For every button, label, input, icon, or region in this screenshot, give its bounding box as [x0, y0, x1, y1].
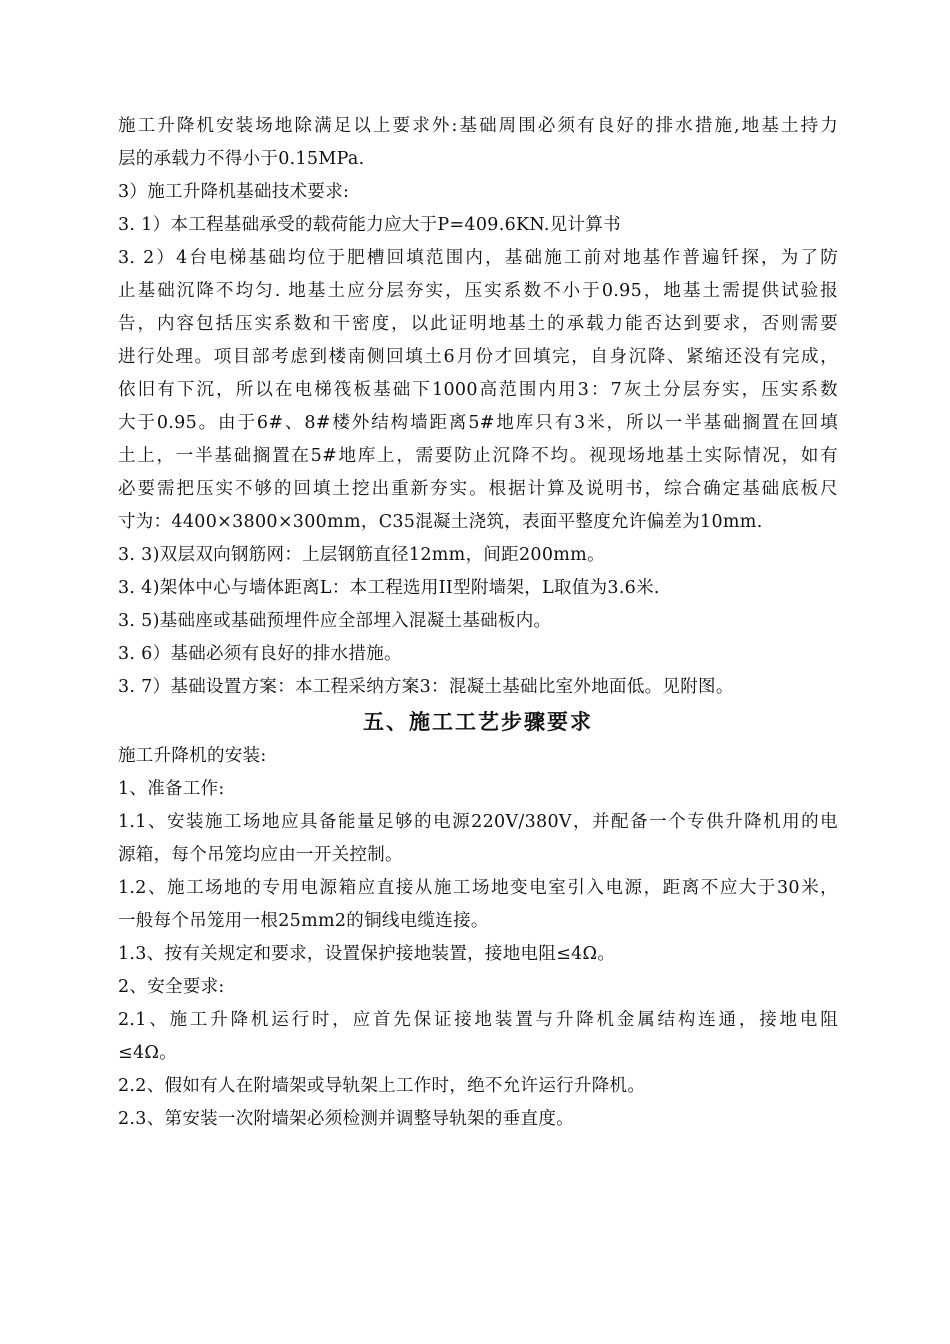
paragraph-line: 依旧有下沉，所以在电梯筏板基础下1000高范围内用3：7灰土分层夯实，压实系数: [118, 380, 838, 400]
paragraph-line: 告，内容包括压实系数和干密度，以此证明地基土的承载力能否达到要求，否则需要: [118, 314, 838, 334]
paragraph-line: 1.2、施工场地的专用电源箱应直接从施工场地变电室引入电源，距离不应大于30米，: [118, 878, 838, 898]
paragraph-line: 一般每个吊笼用一根25mm2的铜线电缆连接。: [118, 911, 489, 931]
paragraph-line: 2.1、施工升降机运行时，应首先保证接地装置与升降机金属结构连通，接地电阻: [118, 1010, 838, 1030]
paragraph-line: 1.1、安装施工场地应具备能量足够的电源220V/380V，并配备一个专供升降机用的电: [118, 812, 838, 832]
paragraph-line: 源箱，每个吊笼均应由一开关控制。: [118, 845, 403, 865]
paragraph-line: 层的承载力不得小于0.15MPa.: [118, 149, 365, 169]
paragraph-line: 3. 1）本工程基础承受的载荷能力应大于P=409.6KN.见计算书: [118, 215, 621, 235]
paragraph-line: 施工升降机的安装:: [118, 746, 267, 766]
paragraph-line: 3. 7）基础设置方案：本工程采纳方案3：混凝土基础比室外地面低。见附图。: [118, 677, 734, 697]
section-heading: 五、施工工艺步骤要求: [363, 710, 593, 734]
paragraph-line: 土上，一半基础搁置在5#地库上，需要防止沉降不均。视现场地基土实际情况，如有: [118, 446, 838, 466]
paragraph-line: 止基础沉降不均匀. 地基土应分层夯实，压实系数不小于0.95，地基土需提供试验报: [118, 281, 838, 301]
paragraph-line: 1、准备工作:: [118, 779, 225, 799]
paragraph-line: 3. 3)双层双向钢筋网：上层钢筋直径12mm，间距200mm。: [118, 545, 605, 565]
paragraph-line: 2.3、第安装一次附墙架必须检测并调整导轨架的垂直度。: [118, 1109, 574, 1129]
section-subheading: 3）施工升降机基础技术要求:: [118, 182, 350, 202]
paragraph-line: 3. 5)基础座或基础预埋件应全部埋入混凝土基础板内。: [118, 611, 552, 631]
paragraph-line: 1.3、按有关规定和要求，设置保护接地装置，接地电阻≤4Ω。: [118, 944, 616, 964]
paragraph-line: 2、安全要求:: [118, 977, 225, 997]
paragraph-line: 大于0.95。由于6#、8#楼外结构墙距离5#地库只有3米，所以一半基础搁置在回填: [118, 413, 838, 433]
paragraph-line: 必要需把压实不够的回填土挖出重新夯实。根据计算及说明书，综合确定基础底板尺: [118, 479, 838, 499]
paragraph-line: 进行处理。项目部考虑到楼南侧回填土6月份才回填完，自身沉降、紧缩还没有完成，: [118, 347, 838, 367]
paragraph-line: 2.2、假如有人在附墙架或导轨架上工作时，绝不允许运行升降机。: [118, 1076, 646, 1096]
document-body: [118, 110, 838, 1136]
paragraph-line: 施工升降机安装场地除满足以上要求外:基础周围必须有良好的排水措施,地基土持力: [118, 116, 838, 136]
paragraph-line: 3. 2）4台电梯基础均位于肥槽回填范围内，基础施工前对地基作普遍钎探，为了防: [118, 248, 838, 268]
paragraph-line: 3. 6）基础必须有良好的排水措施。: [118, 644, 402, 664]
paragraph-line: 寸为：4400×3800×300mm，C35混凝土浇筑，表面平整度允许偏差为10mm.: [118, 512, 763, 532]
paragraph-line: 3. 4)架体中心与墙体距离L：本工程选用II型附墙架，L取值为3.6米.: [118, 578, 660, 598]
paragraph-line: ≤4Ω。: [118, 1043, 178, 1063]
